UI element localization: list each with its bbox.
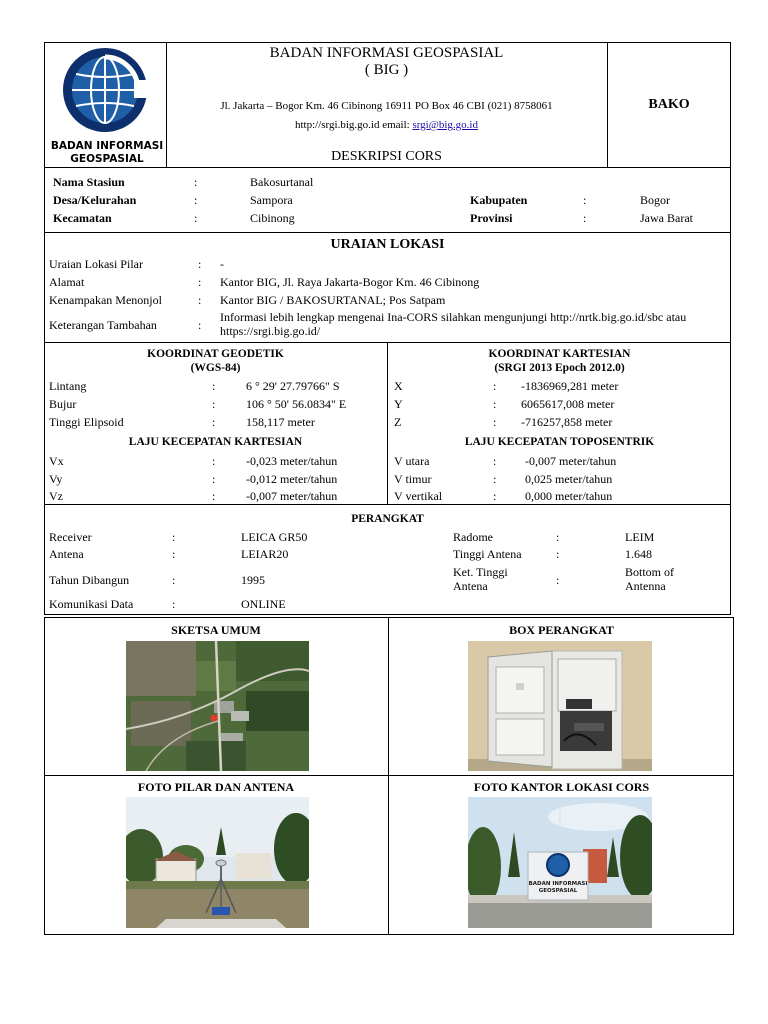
v-vertikal-value: 0,000 meter/tahun (525, 489, 613, 503)
org-name: BADAN INFORMASI GEOSPASIAL (269, 45, 504, 61)
kenampakan-label: Kenampakan Menonjol (49, 293, 162, 307)
koordinat-bottom-rule (44, 504, 731, 505)
vx-label: Vx (49, 454, 64, 468)
kenampakan-value: Kantor BIG / BAKOSURTANAL; Pos Satpam (220, 293, 446, 307)
provinsi-label: Provinsi (470, 211, 513, 225)
y-colon: : (493, 397, 497, 411)
lokasi-pilar-colon: : (198, 257, 202, 271)
tinggi-antena-colon: : (556, 547, 560, 561)
tinggi-elipsoid-value: 158,117 meter (246, 415, 315, 429)
geodetik-title-2: (WGS-84) (190, 362, 241, 374)
z-colon: : (493, 415, 497, 429)
station-code: BAKO (648, 97, 690, 112)
address-line: Jl. Jakarta – Bogor Km. 46 Cibinong 16911 PO Box 46 CBI (021) 8758061 (220, 100, 553, 112)
globe-logo-icon (52, 44, 162, 136)
komunikasi-data-label: Komunikasi Data (49, 597, 134, 611)
sign-line-2: GEOSPASIAL (538, 888, 578, 894)
provinsi-value: Jawa Barat (640, 211, 693, 225)
vz-label: Vz (49, 489, 63, 503)
bujur-colon: : (212, 397, 216, 411)
keterangan-colon: : (198, 318, 202, 332)
equipment-box-graphic (468, 641, 652, 771)
antena-colon: : (172, 547, 176, 561)
desa-value: Sampora (250, 193, 293, 207)
uraian-lokasi-title: URAIAN LOKASI (330, 237, 445, 252)
satellite-map-graphic (126, 641, 309, 771)
header-bottom-rule (44, 167, 731, 168)
lintang-colon: : (212, 379, 216, 393)
radome-label: Radome (453, 530, 493, 544)
lokasi-pilar-label: Uraian Lokasi Pilar (49, 257, 143, 271)
document-title: DESKRIPSI CORS (331, 149, 442, 164)
foto-kantor-title: FOTO KANTOR LOKASI CORS (473, 780, 650, 794)
web-address: http://srgi.big.go.id email: (295, 119, 413, 131)
kecamatan-label: Kecamatan (53, 211, 112, 225)
radome-colon: : (556, 530, 560, 544)
alamat-value: Kantor BIG, Jl. Raya Jakarta-Bogor Km. 46 Cibinong (220, 275, 480, 289)
kecamatan-value: Cibinong (250, 211, 295, 225)
foto-pilar-title: FOTO PILAR DAN ANTENA (137, 780, 295, 794)
photo-grid-divider-v (388, 617, 389, 935)
v-timur-label: V timur (394, 472, 432, 486)
y-label: Y (394, 397, 403, 411)
x-label: X (394, 379, 403, 393)
keterangan-value-2: https://srgi.big.go.id/ (220, 324, 321, 338)
bujur-value: 106 ° 50' 56.0834" E (246, 397, 347, 411)
laju-kartesian-title: LAJU KECEPATAN KARTESIAN (128, 436, 303, 448)
vy-label: Vy (49, 472, 63, 486)
photo-grid-divider-h (44, 775, 734, 776)
antena-value: LEIAR20 (241, 547, 289, 561)
alamat-colon: : (198, 275, 202, 289)
bujur-label: Bujur (49, 397, 77, 411)
nama-stasiun-label: Nama Stasiun (53, 175, 125, 189)
box-perangkat-title: BOX PERANGKAT (509, 623, 614, 637)
nama-stasiun-value: Bakosurtanal (250, 175, 314, 189)
tinggi-antena-value: 1.648 (625, 547, 652, 561)
laju-toposentrik-title: LAJU KECEPATAN TOPOSENTRIK (464, 436, 655, 448)
keterangan-value-1: Informasi lebih lengkap mengenai Ina-CORS silahkan mengunjungi http://nrtk.big.go.id/sbc atau (220, 310, 687, 324)
vz-value: -0,007 meter/tahun (246, 489, 338, 503)
kabupaten-value: Bogor (640, 193, 670, 207)
z-label: Z (394, 415, 402, 429)
ket-tinggi-colon: : (556, 573, 560, 587)
v-utara-colon: : (493, 454, 497, 468)
tinggi-elipsoid-colon: : (212, 415, 216, 429)
vx-colon: : (212, 454, 216, 468)
keterangan-label: Keterangan Tambahan (49, 318, 157, 332)
org-abbr: ( BIG ) (364, 62, 409, 78)
satellite-map-image (126, 641, 309, 771)
kabupaten-colon: : (583, 193, 587, 207)
ket-tinggi-label-2: Antena (453, 579, 488, 593)
lokasi-pilar-value: - (220, 257, 224, 271)
tinggi-antena-label: Tinggi Antena (453, 547, 522, 561)
geodetik-title-1: KOORDINAT GEODETIK (147, 348, 284, 360)
v-vertikal-colon: : (493, 489, 497, 503)
email-link[interactable]: srgi@big.go.id (412, 119, 478, 131)
desa-label: Desa/Kelurahan (53, 193, 137, 207)
v-timur-value: 0,025 meter/tahun (525, 472, 613, 486)
tahun-dibangun-colon: : (172, 573, 176, 587)
perangkat-title: PERANGKAT (351, 513, 424, 525)
kabupaten-label: Kabupaten (470, 193, 528, 207)
lintang-label: Lintang (49, 379, 87, 393)
sign-line-1: BADAN INFORMASI (528, 881, 588, 887)
desa-colon: : (194, 193, 198, 207)
logo-line-2: GEOSPASIAL (70, 153, 144, 165)
v-timur-colon: : (493, 472, 497, 486)
nama-stasiun-colon: : (194, 175, 198, 189)
vz-colon: : (212, 489, 216, 503)
tahun-dibangun-label: Tahun Dibangun (49, 573, 130, 587)
tinggi-elipsoid-label: Tinggi Elipsoid (49, 415, 124, 429)
tahun-dibangun-value: 1995 (241, 573, 265, 587)
receiver-colon: : (172, 530, 176, 544)
lintang-value: 6 ° 29' 27.79766" S (246, 379, 340, 393)
alamat-label: Alamat (49, 275, 85, 289)
y-value: 6065617,008 meter (521, 397, 615, 411)
office-location-image (468, 797, 652, 928)
x-value: -1836969,281 meter (521, 379, 619, 393)
vy-value: -0,012 meter/tahun (246, 472, 338, 486)
ket-tinggi-value-2: Antenna (625, 579, 666, 593)
logo-line-1: BADAN INFORMASI (50, 140, 164, 152)
radome-value: LEIM (625, 530, 655, 544)
komunikasi-data-value: ONLINE (241, 597, 286, 611)
station-bottom-rule (44, 232, 731, 233)
equipment-box-image (468, 641, 652, 771)
kecamatan-colon: : (194, 211, 198, 225)
pillar-antenna-image (126, 797, 309, 928)
z-value: -716257,858 meter (521, 415, 613, 429)
provinsi-colon: : (583, 211, 587, 225)
office-location-graphic (468, 797, 652, 928)
receiver-label: Receiver (49, 530, 92, 544)
kartesian-title-2: (SRGI 2013 Epoch 2012.0) (494, 362, 625, 374)
kenampakan-colon: : (198, 293, 202, 307)
ket-tinggi-label-1: Ket. Tinggi (453, 565, 508, 579)
web-email-line (166, 118, 607, 132)
big-logo (52, 44, 162, 166)
pillar-antenna-graphic (126, 797, 309, 928)
v-utara-value: -0,007 meter/tahun (525, 454, 617, 468)
v-utara-label: V utara (394, 454, 430, 468)
v-vertikal-label: V vertikal (394, 489, 443, 503)
vy-colon: : (212, 472, 216, 486)
receiver-value: LEICA GR50 (241, 530, 308, 544)
komunikasi-data-colon: : (172, 597, 176, 611)
vx-value: -0,023 meter/tahun (246, 454, 338, 468)
sketsa-umum-title: SKETSA UMUM (171, 623, 261, 637)
x-colon: : (493, 379, 497, 393)
antena-label: Antena (49, 547, 84, 561)
kartesian-title-1: KOORDINAT KARTESIAN (488, 348, 631, 360)
ket-tinggi-value-1: Bottom of (625, 565, 675, 579)
